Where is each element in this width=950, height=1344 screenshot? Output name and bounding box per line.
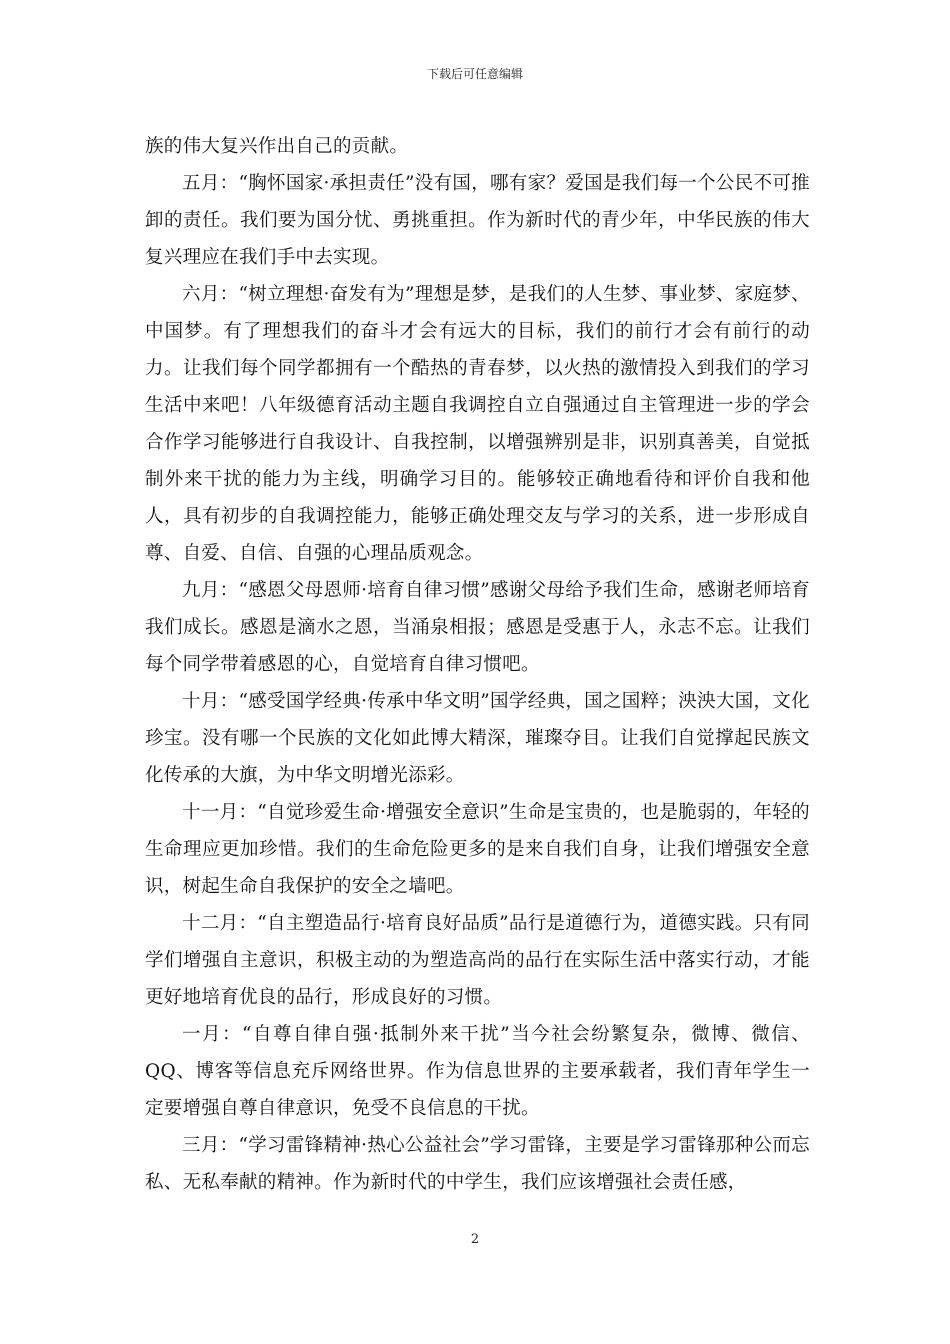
page-number: 2 [470,1232,480,1247]
paragraph-december: 十二月：“自主塑造品行·培育良好品质”品行是道德行为，道德实践。只有同学们增强自主意识，积极主动的为塑造高尚的品行在实际生活中落实行动，才能更好地培育优良的品行，形成良好的习惯。 [145,913,810,1008]
paragraph-october: 十月：“感受国学经典·传承中华文明”国学经典，国之国粹；泱泱大国，文化珍宝。没有哪一个民族的文化如此博大精深，璀璨夺目。让我们自觉撑起民族文化传承的大旗，为中华文明增光添彩。 [145,691,810,786]
paragraph-march: 三月：“学习雷锋精神·热心公益社会”学习雷锋，主要是学习雷锋那种公而忘私、无私奉献的精神。作为新时代的中学生，我们应该增强社会责任感， [145,1135,810,1193]
paragraph-june: 六月：“树立理想·奋发有为”理想是梦，是我们的人生梦、事业梦、家庭梦、中国梦。有了理想我们的奋斗才会有远大的目标，我们的前行才会有前行的动力。让我们每个同学都拥有一个酷热的青春梦，以火热的激情投入到我们的学习生活中来吧！八年级德育活动主题自我调控自立自强通过自主管理进一步的学会合作学习能够进行自我设计、自我控制，以增强辨别是非，识别真善美，自觉抵制外来干扰的能力为主线，明确学习目的。能够较正确地看待和评价自我和他人，具有初步的自我调控能力，能够正确处理交友与学习的关系，进一步形成自尊、自爱、自信、自强的心理品质观念。 [145,284,810,564]
paragraph-may: 五月：“胸怀国家·承担责任”没有国，哪有家？爱国是我们每一个公民不可推卸的责任。我们要为国分忧、勇挑重担。作为新时代的青少年，中华民族的伟大复兴理应在我们手中去实现。 [145,173,810,268]
paragraph-november: 十一月：“自觉珍爱生命·增强安全意识”生命是宝贵的，也是脆弱的，年轻的生命理应更加珍惜。我们的生命危险更多的是来自我们自身，让我们增强安全意识，树起生命自我保护的安全之墙吧。 [145,802,810,897]
paragraph-continuation: 族的伟大复兴作出自己的贡献。 [145,136,409,157]
paragraph-january: 一月：“自尊自律自强·抵制外来干扰”当今社会纷繁复杂，微博、微信、QQ、博客等信息充斥网络世界。作为信息世界的主要承载者，我们青年学生一定要增强自尊自律意识，免受不良信息的干扰。 [145,1024,810,1119]
page-header: 下载后可任意编辑 [426,67,523,81]
paragraph-september: 九月：“感恩父母恩师·培育自律习惯”感谢父母给予我们生命，感谢老师培育我们成长。感恩是滴水之恩，当涌泉相报；感恩是受惠于人，永志不忘。让我们每个同学带着感恩的心，自觉培育自律习惯吧。 [145,580,810,675]
document-body [145,128,810,1201]
